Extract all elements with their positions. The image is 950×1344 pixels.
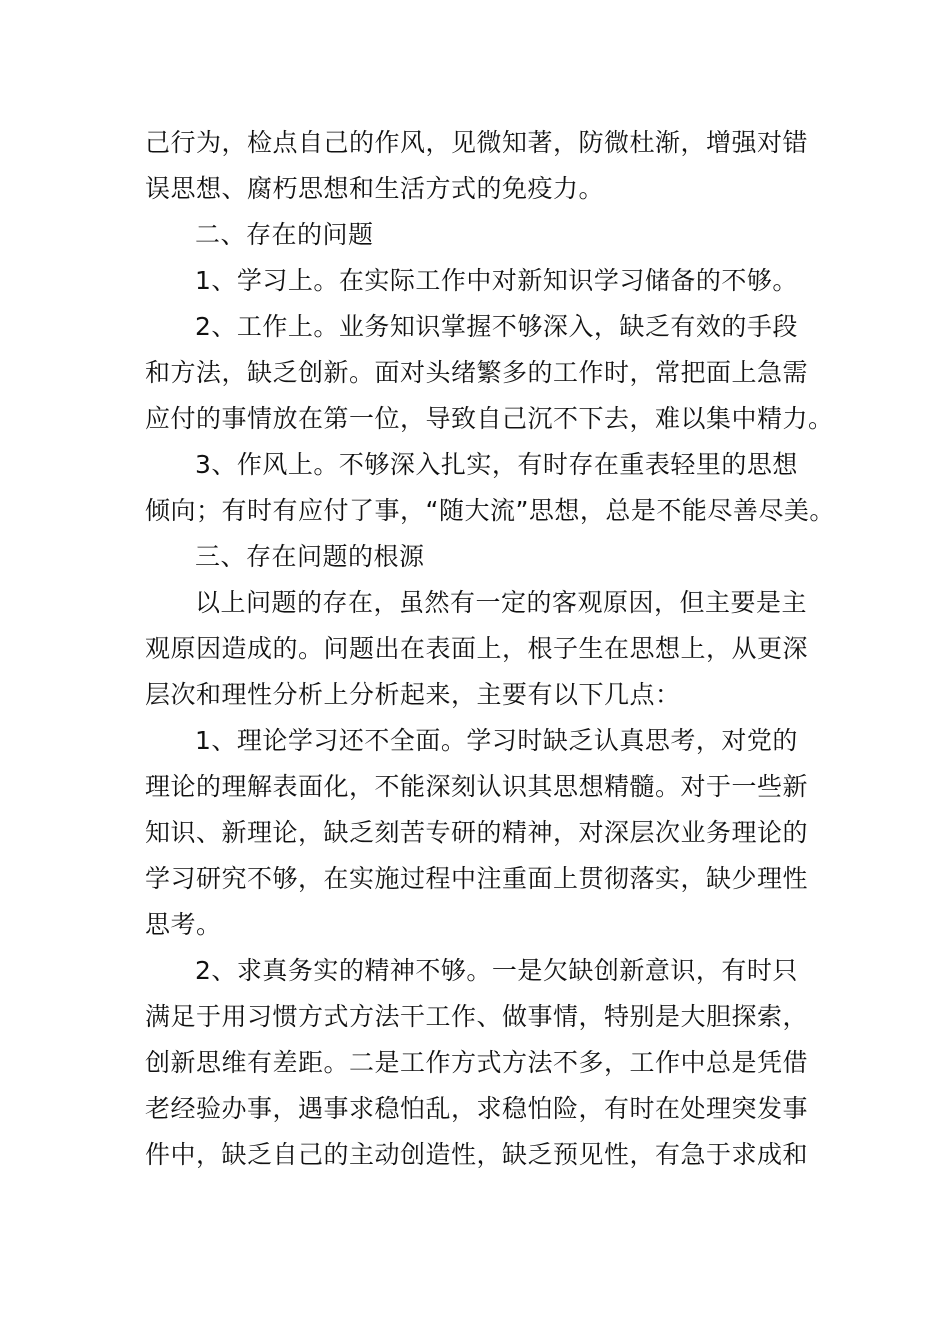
text-line: 老经验办事，遇事求稳怕乱，求稳怕险，有时在处理突发事 [145,1094,809,1123]
text-line: 知识、新理论，缺乏刻苦专研的精神，对深层次业务理论的 [145,818,809,847]
text-line: 应付的事情放在第一位，导致自己沉不下去，难以集中精力。 [145,404,834,433]
text-line: 己行为，检点自己的作风，见微知著，防微杜渐，增强对错 [145,128,809,157]
paragraph-work [145,304,834,442]
text-line: 理论的理解表面化，不能深刻认识其思想精髓。对于一些新 [145,772,809,801]
text-line: 和方法，缺乏创新。面对头绪繁多的工作时，常把面上急需 [145,358,809,387]
paragraph-study [145,258,810,304]
paragraph-pragmatism [145,948,810,1178]
text-line: 学习研究不够，在实施过程中注重面上贯彻落实，缺少理性 [145,864,809,893]
text-line: 观原因造成的。问题出在表面上，根子生在思想上，从更深 [145,634,809,663]
text-line: 误思想、腐朽思想和生活方式的免疫力。 [145,174,605,203]
text-line: 1、理论学习还不全面。学习时缺乏认真思考，对党的 [195,726,798,755]
text-line: 2、工作上。业务知识掌握不够深入，缺乏有效的手段 [195,312,798,341]
text-line: 2、求真务实的精神不够。一是欠缺创新意识，有时只 [195,956,798,985]
paragraph-continuation [145,120,810,212]
section-heading-problems [145,212,810,258]
text-line: 1、学习上。在实际工作中对新知识学习储备的不够。 [195,266,798,295]
paragraph-style [145,442,835,534]
paragraph-theory [145,718,810,948]
paragraph-roots-intro [145,580,810,718]
text-line: 思考。 [145,910,222,939]
text-line: 3、作风上。不够深入扎实，有时存在重表轻里的思想 [195,450,798,479]
document-body [145,120,835,1178]
section-heading: 二、存在的问题 [195,220,374,249]
section-heading: 三、存在问题的根源 [195,542,425,571]
text-line: 满足于用习惯方式方法干工作、做事情，特别是大胆探索， [145,1002,809,1031]
text-line: 层次和理性分析上分析起来，主要有以下几点： [145,680,681,709]
text-line: 创新思维有差距。二是工作方式方法不多，工作中总是凭借 [145,1048,809,1077]
text-line: 以上问题的存在，虽然有一定的客观原因，但主要是主 [195,588,808,617]
section-heading-roots [145,534,810,580]
text-line: 件中，缺乏自己的主动创造性，缺乏预见性，有急于求成和 [145,1140,809,1169]
text-line: 倾向；有时有应付了事，“随大流”思想，总是不能尽善尽美。 [145,496,835,525]
